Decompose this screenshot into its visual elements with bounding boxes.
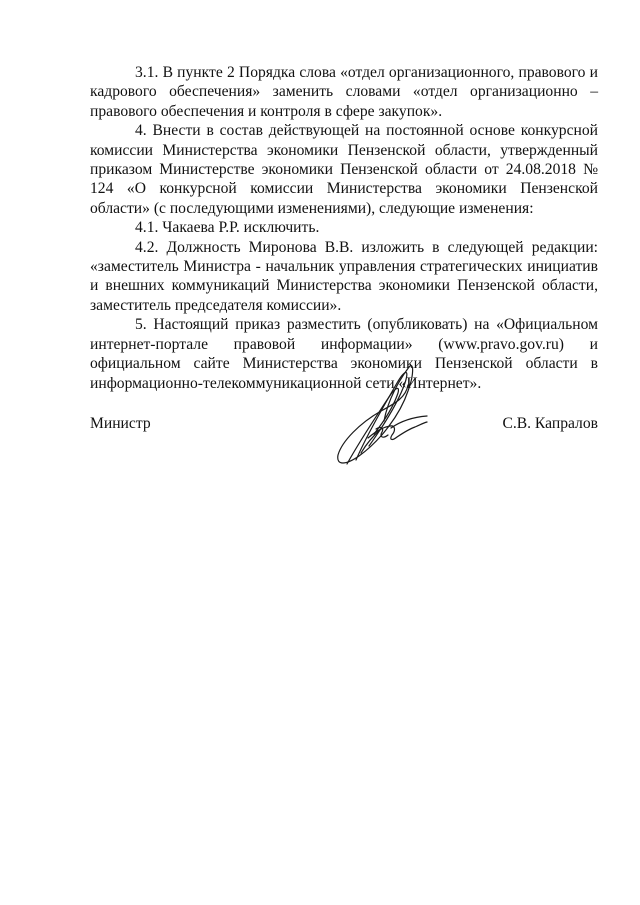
paragraph-3-1: 3.1. В пункте 2 Порядка слова «отдел организационного, правового и кадрового обеспечения» заменить словами «отдел организационно – правового обеспечения и контроля в сфере закупок». [90,64,598,120]
position-title: Министр [90,415,151,432]
signer-name: С.В. Капралов [502,415,598,432]
paragraph-4: 4. Внести в состав действующей на постоянной основе конкурсной комиссии Министерства экономики Пензенской области, утвержденный приказом Министерстве экономики Пензенской области от 24.08.2018 № 124 «О конкурсной комиссии Министерства экономики Пензенской области» (с последующими изменениями), следующие изменения: [90,122,598,217]
paragraph-4-2: 4.2. Должность Миронова В.В. изложить в следующей редакции: «заместитель Министра - начальник управления стратегических инициатив и внешних коммуникаций Министерства экономики Пензенской области, заместитель председателя комиссии». [90,238,598,314]
signature-block [90,414,598,438]
paragraph-4-1: 4.1. Чакаева Р.Р. исключить. [135,219,320,237]
paragraph-5: 5. Настоящий приказ разместить (опубликовать) на «Официальном интернет-портале правовой информации» (www.pravo.gov.ru) и официальном сайте Министерства экономики Пензенской области в информационно-телекоммуникационной сети «Интернет». [90,316,598,392]
document-body [90,63,598,393]
